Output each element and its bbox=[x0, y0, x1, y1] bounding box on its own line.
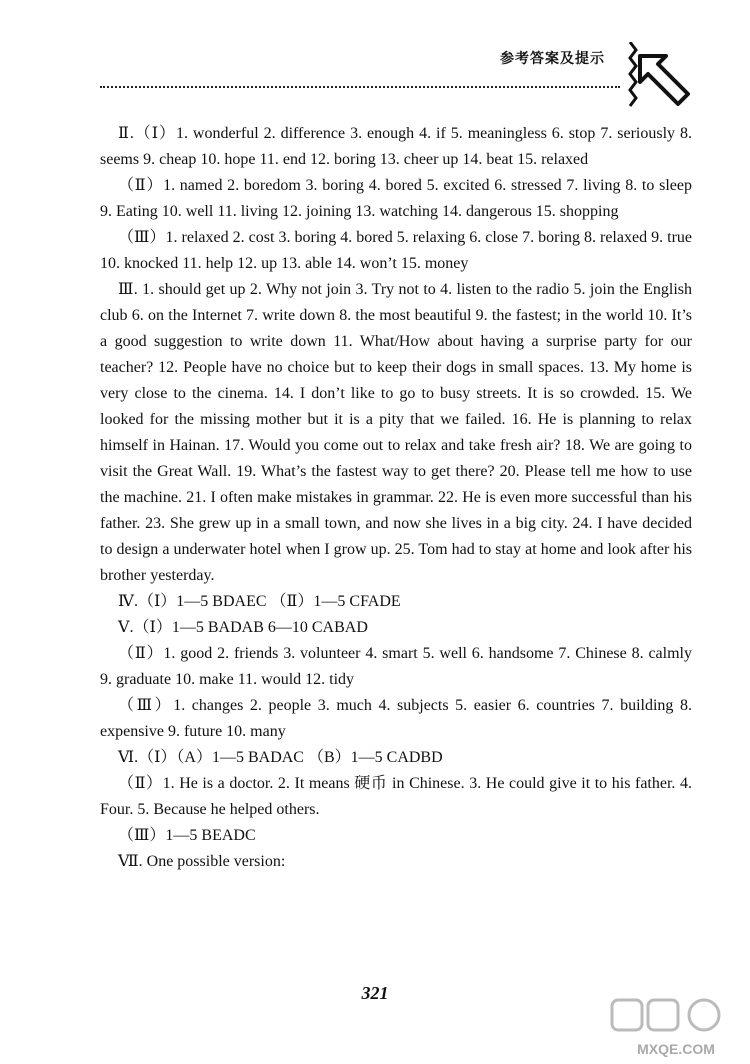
answer-content bbox=[100, 121, 692, 875]
page-number: 321 bbox=[361, 983, 389, 1003]
watermark-text: MXQE.COM bbox=[637, 1041, 715, 1057]
answer-paragraph: Ⅶ. One possible version: bbox=[118, 853, 286, 870]
arrow-icon bbox=[622, 42, 692, 122]
answer-paragraph: Ⅴ.（Ⅰ）1—5 BADAB 6—10 CABAD bbox=[118, 619, 368, 636]
answer-paragraph: （Ⅲ）1—5 BEADC bbox=[118, 827, 256, 844]
answer-paragraph: （Ⅲ）1. relaxed 2. cost 3. boring 4. bored 5. relaxing 6. close 7. boring 8. relaxed 9. true 10. knocked 11. help 12. up 13. able 14. won’t 15. money bbox=[100, 229, 692, 272]
answer-paragraph: Ⅳ.（Ⅰ）1—5 BDAEC （Ⅱ）1—5 CFADE bbox=[118, 593, 401, 610]
answer-paragraph: Ⅲ. 1. should get up 2. Why not join 3. Try not to 4. listen to the radio 5. join the English club 6. on the Internet 7. write down 8. the most beautiful 9. the fastest; in the world 10. It’s a good suggestion to write down 11. What/How about having a surprise party for our teacher? 12. People have no choice but to keep their dogs in small spaces. 13. My home is very close to the cinema. 14. I don’t like to go to busy streets. It is so crowded. 15. We looked for the missing mother but it is a pity that we failed. 16. He is planning to relax himself in Hainan. 17. Would you come out to relax and take fresh air? 18. We are going to visit the Great Wall. 19. What’s the fastest way to get there? 20. Please tell me how to use the machine. 21. I often make mistakes in grammar. 22. He is even more successful than his father. 23. She grew up in a small town, and now she lives in a big city. 24. I have decided to design a underwater hotel when I grow up. 25. Tom had to stay at home and look after his brother yesterday. bbox=[100, 281, 692, 584]
header-title: 参考答案及提示 bbox=[500, 51, 605, 67]
answer-paragraph: （Ⅱ）1. He is a doctor. 2. It means 硬币 in Chinese. 3. He could give it to his father. 4. Four. 5. Because he helped others. bbox=[100, 775, 692, 818]
answer-paragraph: Ⅵ.（Ⅰ）（A）1—5 BADAC （B）1—5 CADBD bbox=[118, 749, 443, 766]
answer-paragraph: （Ⅱ）1. good 2. friends 3. volunteer 4. smart 5. well 6. handsome 7. Chinese 8. calmly 9. graduate 10. make 11. would 12. tidy bbox=[100, 645, 692, 688]
watermark-logo bbox=[608, 996, 744, 1062]
answer-paragraph: （Ⅱ）1. named 2. boredom 3. boring 4. bored 5. excited 6. stressed 7. living 8. to sleep 9. Eating 10. well 11. living 12. joining 13. watching 14. dangerous 15. shopping bbox=[100, 177, 692, 220]
header-dotted-rule bbox=[100, 86, 620, 88]
answer-paragraph: Ⅱ.（Ⅰ）1. wonderful 2. difference 3. enough 4. if 5. meaningless 6. stop 7. seriously 8. seems 9. cheap 10. hope 11. end 12. boring 13. cheer up 14. beat 15. relaxed bbox=[100, 125, 692, 168]
answer-paragraph: （Ⅲ）1. changes 2. people 3. much 4. subjects 5. easier 6. countries 7. building 8. expensive 9. future 10. many bbox=[100, 697, 692, 740]
